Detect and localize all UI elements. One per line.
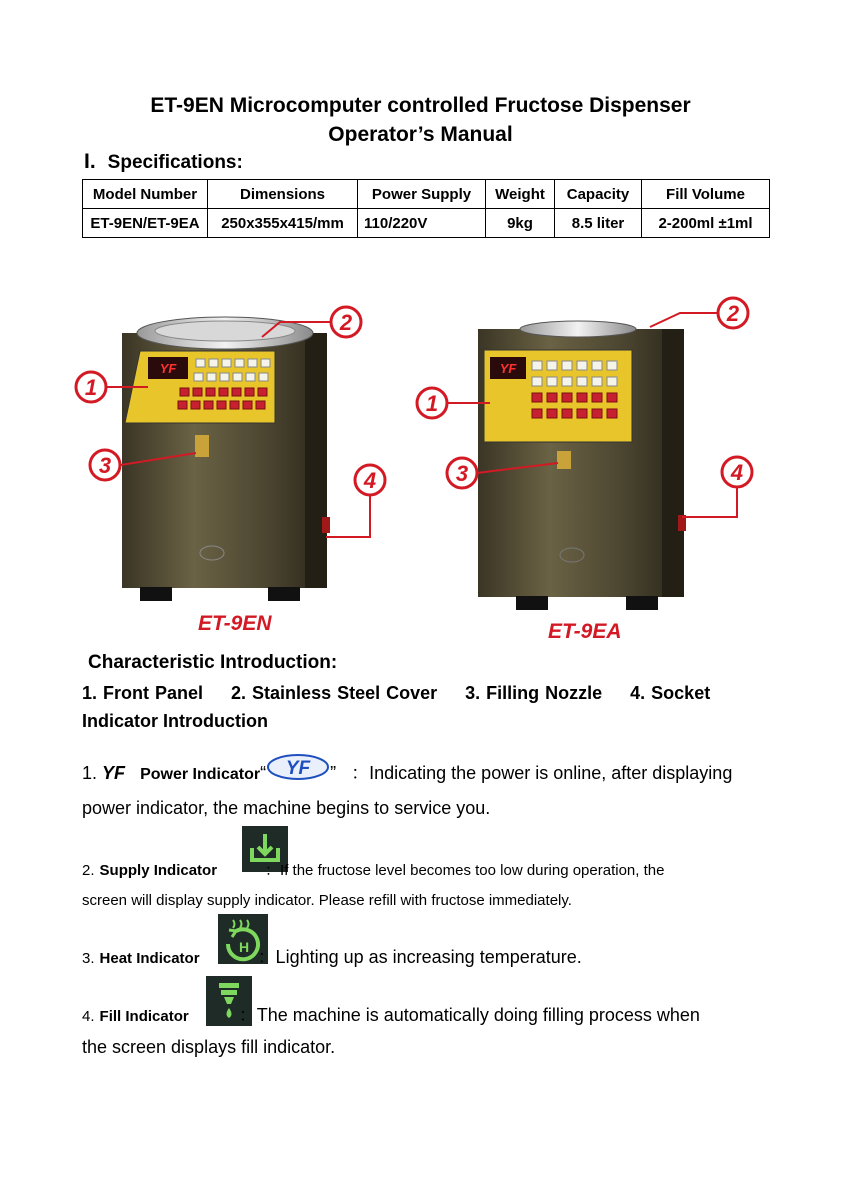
cell-dimensions: 250x355x415/mm [208,209,358,238]
display-text: YF [159,361,177,376]
power-num: 1. [82,763,98,783]
header-fill-volume: Fill Volume [642,180,770,209]
callout-1: 1 [425,391,439,416]
characteristic-list [82,683,710,704]
indicator-heading: Indicator Introduction [82,711,268,731]
fill-num: 4. [82,1008,95,1025]
display-text: YF [499,361,517,376]
model-label-et-9en: ET-9EN [198,612,272,635]
callout-3: 3 [98,453,112,478]
header-dimensions: Dimensions [208,180,358,209]
power-label: Power Indicator [140,766,261,783]
cell-fill-volume: 2-200ml ±1ml [642,209,770,238]
supply-num: 2. [82,862,95,879]
callout-2: 2 [726,301,740,326]
cover-inner [155,321,295,341]
open-quote: “ [260,763,267,783]
stainless-cover [520,321,636,337]
specifications-heading [84,150,243,174]
document-subtitle: Operator’s Manual [328,123,513,146]
heat-label: Heat Indicator [99,950,200,967]
close-quote: ” [330,763,337,783]
supply-desc: ：If the fructose level becomes too low during operation, the [265,862,665,879]
cell-capacity: 8.5 liter [555,209,642,238]
callout-4: 4 [730,460,744,485]
specifications-heading-text: Specifications: [107,152,243,173]
callout-2: 2 [339,310,353,335]
header-power-supply: Power Supply [358,180,486,209]
cell-power-supply: 110/220V [358,209,486,238]
supply-label: Supply Indicator [99,862,218,879]
supply-indicator-line [82,858,664,882]
foot [626,596,658,610]
machine-side [662,329,684,597]
fill-desc-continued: the screen displays fill indicator. [82,1037,336,1057]
callout-3: 3 [455,461,469,486]
foot [516,596,548,610]
machine-side [305,333,327,588]
document-title: ET-9EN Microcomputer controlled Fructose Dispenser [150,94,691,117]
header-model-number: Model Number [83,180,208,209]
machine-et-9ea [478,321,686,610]
power-desc-continued: power indicator, the machine begins to service you. [82,798,491,818]
heat-icon-letter: H [238,939,250,955]
power-indicator-line [82,758,733,786]
characteristic-item: 4. Socket [630,683,711,703]
fill-desc: ：The machine is automatically doing filling process when [238,1005,700,1025]
product-illustrations [0,285,841,615]
header-weight: Weight [486,180,555,209]
characteristic-heading: Characteristic Introduction: [88,652,338,673]
callout-1: 1 [84,375,98,400]
characteristic-item: 3. Filling Nozzle [465,683,603,703]
characteristic-item: 2. Stainless Steel Cover [231,683,438,703]
callout-4: 4 [363,468,377,493]
yf-logo-text: YF [285,758,311,780]
filling-nozzle [557,451,571,469]
header-capacity: Capacity [555,180,642,209]
fill-label: Fill Indicator [99,1008,189,1025]
supply-desc-continued: screen will display supply indicator. Please refill with fructose immediately. [82,892,572,909]
cell-model-number: ET-9EN/ET-9EA [83,209,208,238]
table-header-row [83,180,770,209]
characteristic-item: 1. Front Panel [82,683,204,703]
yf-logo-icon [266,753,330,781]
heat-num: 3. [82,950,95,967]
cell-weight: 9kg [486,209,555,238]
filling-nozzle [195,435,209,457]
model-label-et-9ea: ET-9EA [548,620,622,643]
foot [268,587,300,601]
heat-indicator-line [82,946,582,970]
heat-desc: ：Lighting up as increasing temperature. [257,947,582,967]
socket [322,517,330,533]
specifications-table [82,179,770,238]
table-row [83,209,770,238]
section-numeral: I. [84,150,96,173]
power-brand: YF [102,763,126,783]
foot [140,587,172,601]
fill-indicator-line [82,1004,700,1028]
power-desc: ：Indicating the power is online, after displaying [351,763,733,783]
